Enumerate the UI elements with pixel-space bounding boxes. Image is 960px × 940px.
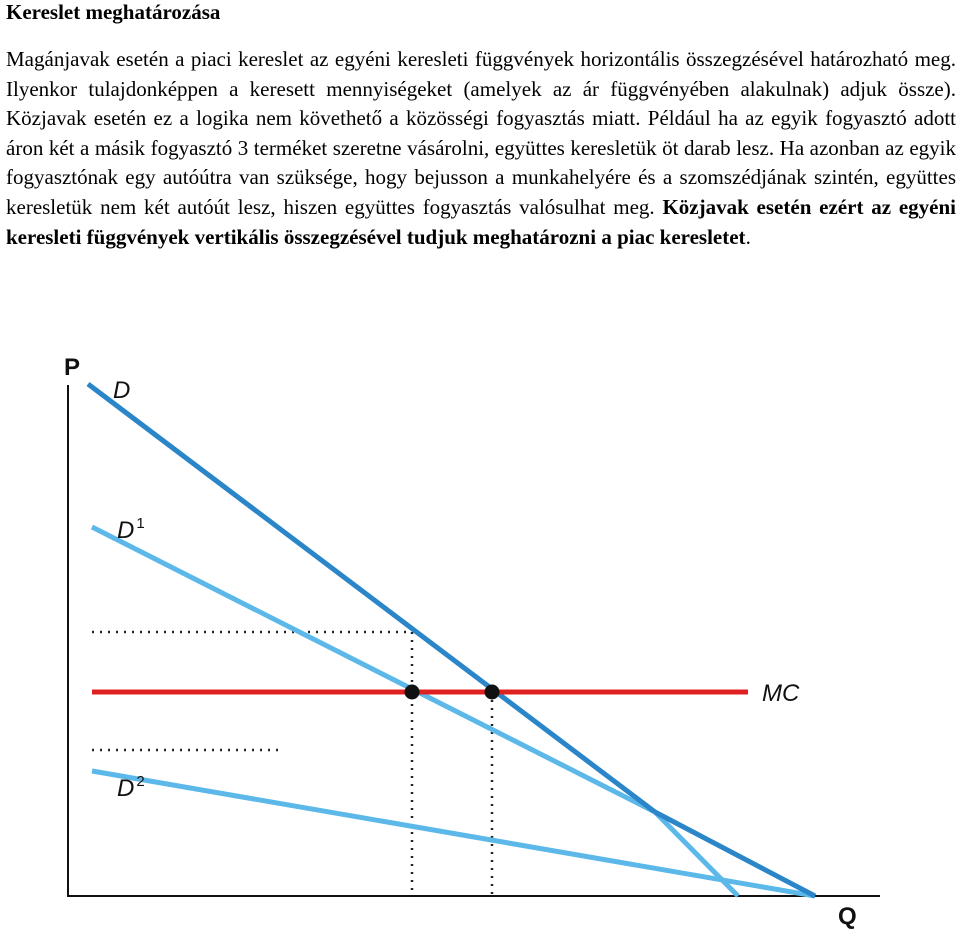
label-d2 xyxy=(117,773,145,802)
paragraph-end: . xyxy=(745,224,751,249)
demand-diagram xyxy=(0,340,960,940)
label-mc: MC xyxy=(762,680,800,707)
document-title: Kereslet meghatározása xyxy=(6,0,221,24)
x-axis-label: Q xyxy=(838,903,857,930)
label-d1-base: D xyxy=(117,517,135,544)
demand-curve-d-lower xyxy=(655,812,738,896)
paragraph-bold-text: Közjavak esetén ezért az egyéni keresleti függvények vertikális összegzésével tudjuk meghatározni a piac keresletet xyxy=(6,194,957,249)
body-paragraph xyxy=(6,45,956,252)
public-good-demand-figure xyxy=(0,340,960,940)
label-d2-base: D xyxy=(117,775,135,802)
demand-curve-d xyxy=(88,384,655,812)
intersection-point-2 xyxy=(485,685,500,700)
paragraph-text: Magánjavak esetén a piaci kereslet az egyéni keresleti függvények horizontális összegzésével határozható meg. Ilyenkor tulajdonképpen a keresett mennyiségeket (amelyek az ár függvényében alakulnak) adjuk össze). Közjavak esetén ez a logika nem követhető a közösségi fogyasztás miatt. Például ha az egyik fogyasztó adott áron két a másik fogyasztó 3 terméket szeretne vásárolni, együttes keresletük öt darab lesz. Ha azonban az egyik fogyasztónak egy autóútra van szüksége, hogy bejusson a munkahelyére és a szomszédjának szintén, együttes keresletük nem két autóút lesz, hiszen együttes fogyasztás valósulhat meg. xyxy=(6,47,956,219)
label-d: D xyxy=(113,377,131,404)
demand-curve-d2 xyxy=(92,771,815,896)
label-d2-sup: 2 xyxy=(136,773,145,790)
intersection-point-1 xyxy=(405,685,420,700)
document xyxy=(6,0,956,252)
label-d1-sup: 1 xyxy=(136,515,145,532)
demand-curve-d1 xyxy=(92,527,655,812)
y-axis-label: P xyxy=(64,354,81,381)
label-d1 xyxy=(117,515,145,544)
